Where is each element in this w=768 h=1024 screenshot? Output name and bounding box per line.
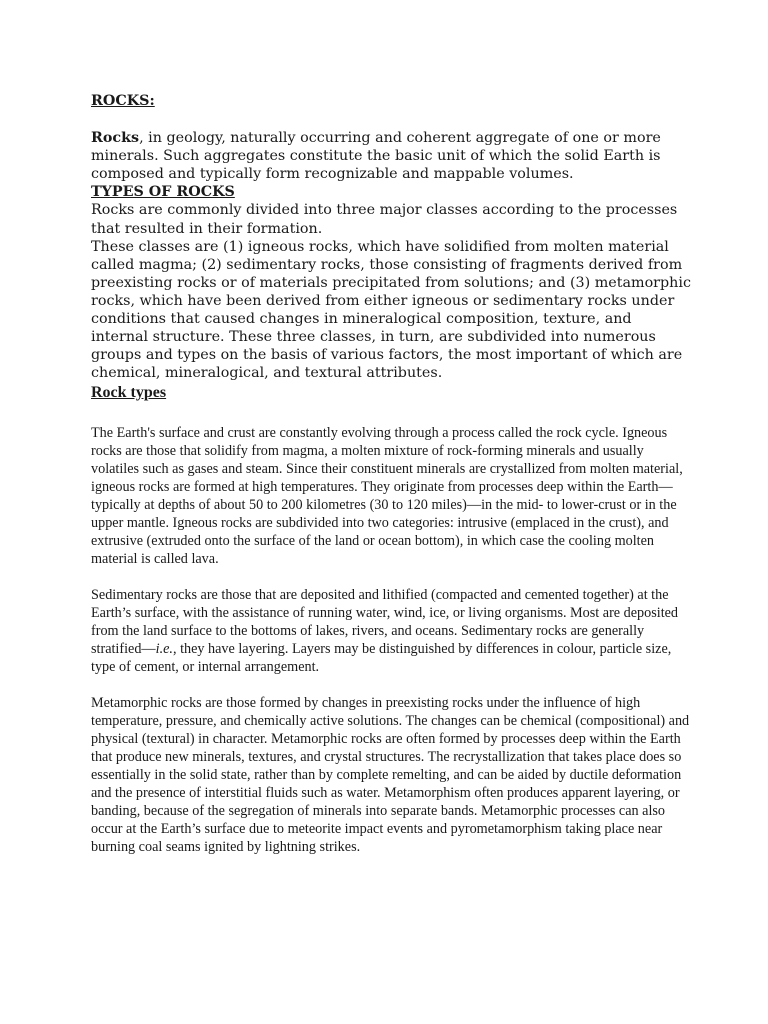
sedimentary-text-after: , they have layering. Layers may be distinguished by differences in colour, particle size, type of cement, or internal arrangement. [91, 641, 672, 676]
document-title: ROCKS: [91, 93, 155, 109]
intro-paragraph [91, 129, 691, 183]
types-heading: TYPES OF ROCKS [91, 184, 235, 201]
intro-term: Rocks [91, 130, 140, 147]
rock-types-heading: Rock types [91, 384, 167, 402]
sedimentary-paragraph [91, 586, 691, 676]
intro-text: , in geology, naturally occurring and coherent aggregate of one or more minerals. Such aggregates constitute the basic unit of which the solid Earth is composed and typically form recognizable and mappable volumes. [91, 130, 661, 183]
types-paragraph-1: Rocks are commonly divided into three major classes according to the processes that resulted in their formation. [91, 202, 678, 237]
sedimentary-text-before: Sedimentary rocks are those that are deposited and lithified (compacted and cemented together) at the Earth’s surface, with the assistance of running water, wind, ice, or living organisms. Most are deposited from the land surface to the bottoms of lakes, rivers, and oceans. Sedimentary rocks are generally stratified— [91, 587, 679, 658]
document-page [91, 92, 691, 856]
sedimentary-italic: i.e. [155, 641, 173, 658]
metamorphic-paragraph: Metamorphic rocks are those formed by changes in preexisting rocks under the influence of high temperature, pressure, and chemically active solutions. The changes can be chemical (compositional) and physical (textural) in character. Metamorphic rocks are often formed by processes deep within the Earth that produce new minerals, textures, and crystal structures. The recrystallization that takes place does so essentially in the solid state, rather than by complete remelting, and can be aided by ductile deformation and the presence of interstitial fluids such as water. Metamorphism often produces apparent layering, or banding, because of the segregation of minerals into separate bands. Metamorphic processes can also occur at the Earth’s surface due to meteorite impact events and pyrometamorphism taking place near burning coal seams ignited by lightning strikes. [91, 695, 690, 856]
igneous-paragraph: The Earth's surface and crust are constantly evolving through a process called the rock cycle. Igneous rocks are those that solidify from magma, a molten mixture of rock-forming minerals and usually volatiles such as gases and steam. Since their constituent minerals are crystallized from molten material, igneous rocks are formed at high temperatures. They originate from processes deep within the Earth—typically at depths of about 50 to 200 kilometres (30 to 120 miles)—in the mid- to lower-crust or in the upper mantle. Igneous rocks are subdivided into two categories: intrusive (emplaced in the crust), and extrusive (extruded onto the surface of the land or ocean bottom), in which case the cooling molten material is called lava. [91, 425, 683, 568]
types-paragraph-2: These classes are (1) igneous rocks, which have solidified from molten material called magma; (2) sedimentary rocks, those consisting of fragments derived from preexisting rocks or of materials precipitated from solutions; and (3) metamorphic rocks, which have been derived from either igneous or sedimentary rocks under conditions that caused changes in mineralogical composition, texture, and internal structure. These three classes, in turn, are subdivided into numerous groups and types on the basis of various factors, the most important of which are chemical, mineralogical, and textural attributes. [91, 238, 691, 382]
